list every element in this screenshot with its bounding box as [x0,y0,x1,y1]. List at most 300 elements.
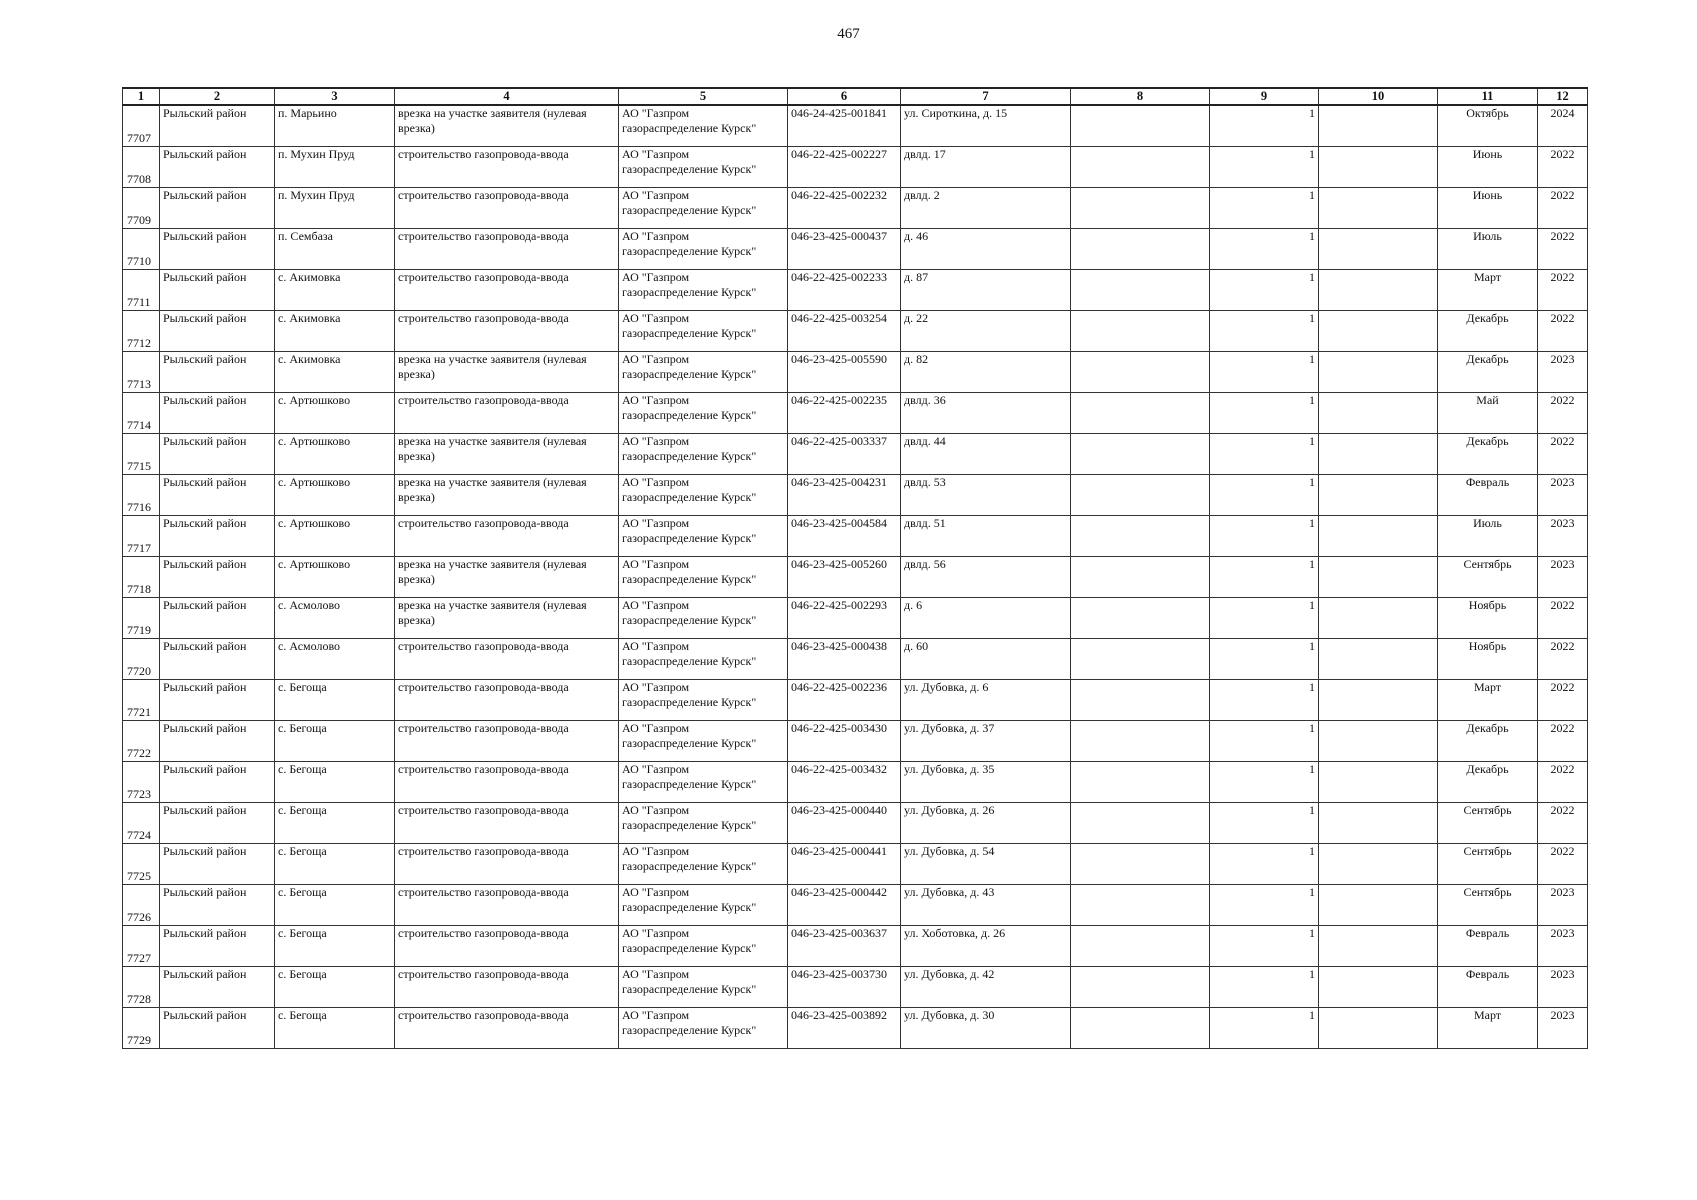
column-10-cell [1319,967,1438,1008]
settlement-cell: с. Бегоща [275,762,395,803]
month-cell: Сентябрь [1438,885,1538,926]
work-type-cell: строительство газопровода-ввода [395,926,619,967]
table-row [123,557,1588,598]
work-type-cell: строительство газопровода-ввода [395,680,619,721]
settlement-cell: п. Сембаза [275,229,395,270]
district-cell: Рыльский район [160,516,275,557]
district-cell: Рыльский район [160,680,275,721]
table-row [123,352,1588,393]
table-row [123,639,1588,680]
year-cell: 2022 [1538,434,1588,475]
year-cell: 2023 [1538,352,1588,393]
column-header: 2 [160,88,275,105]
application-code-cell: 046-22-425-002232 [788,188,901,229]
month-cell: Ноябрь [1438,639,1538,680]
settlement-cell: с. Артюшково [275,393,395,434]
application-code-cell: 046-22-425-002233 [788,270,901,311]
address-cell: д. 82 [901,352,1071,393]
table-body [123,105,1588,1049]
column-8-cell [1071,803,1210,844]
row-number-cell: 7711 [123,270,160,311]
column-header: 4 [395,88,619,105]
district-cell: Рыльский район [160,434,275,475]
year-cell: 2023 [1538,557,1588,598]
organization-cell: АО "Газпром газораспределение Курск" [619,311,788,352]
organization-cell: АО "Газпром газораспределение Курск" [619,105,788,147]
address-cell: д. 6 [901,598,1071,639]
column-10-cell [1319,352,1438,393]
year-cell: 2023 [1538,475,1588,516]
month-cell: Декабрь [1438,352,1538,393]
settlement-cell: с. Артюшково [275,475,395,516]
header-row [123,88,1588,105]
year-cell: 2022 [1538,680,1588,721]
year-cell: 2022 [1538,188,1588,229]
count-cell: 1 [1210,967,1319,1008]
year-cell: 2024 [1538,105,1588,147]
column-8-cell [1071,188,1210,229]
district-cell: Рыльский район [160,105,275,147]
count-cell: 1 [1210,598,1319,639]
table-row [123,393,1588,434]
district-cell: Рыльский район [160,270,275,311]
count-cell: 1 [1210,885,1319,926]
month-cell: Май [1438,393,1538,434]
organization-cell: АО "Газпром газораспределение Курск" [619,680,788,721]
organization-cell: АО "Газпром газораспределение Курск" [619,885,788,926]
address-cell: двлд. 44 [901,434,1071,475]
organization-cell: АО "Газпром газораспределение Курск" [619,270,788,311]
application-code-cell: 046-23-425-003730 [788,967,901,1008]
address-cell: ул. Дубовка, д. 26 [901,803,1071,844]
row-number-cell: 7710 [123,229,160,270]
year-cell: 2022 [1538,229,1588,270]
year-cell: 2022 [1538,803,1588,844]
month-cell: Февраль [1438,967,1538,1008]
table-row [123,105,1588,147]
district-cell: Рыльский район [160,557,275,598]
month-cell: Март [1438,1008,1538,1049]
application-code-cell: 046-22-425-002236 [788,680,901,721]
column-8-cell [1071,557,1210,598]
column-10-cell [1319,311,1438,352]
address-cell: ул. Дубовка, д. 43 [901,885,1071,926]
row-number-cell: 7712 [123,311,160,352]
year-cell: 2023 [1538,516,1588,557]
address-cell: двлд. 36 [901,393,1071,434]
organization-cell: АО "Газпром газораспределение Курск" [619,352,788,393]
address-cell: ул. Сироткина, д. 15 [901,105,1071,147]
year-cell: 2023 [1538,926,1588,967]
column-8-cell [1071,105,1210,147]
organization-cell: АО "Газпром газораспределение Курск" [619,147,788,188]
count-cell: 1 [1210,475,1319,516]
settlement-cell: с. Асмолово [275,598,395,639]
work-type-cell: врезка на участке заявителя (нулевая врезка) [395,557,619,598]
column-10-cell [1319,598,1438,639]
table-row [123,188,1588,229]
month-cell: Сентябрь [1438,557,1538,598]
address-cell: д. 60 [901,639,1071,680]
address-cell: ул. Дубовка, д. 54 [901,844,1071,885]
column-10-cell [1319,1008,1438,1049]
year-cell: 2022 [1538,639,1588,680]
count-cell: 1 [1210,680,1319,721]
count-cell: 1 [1210,557,1319,598]
district-cell: Рыльский район [160,885,275,926]
application-code-cell: 046-23-425-004584 [788,516,901,557]
organization-cell: АО "Газпром газораспределение Курск" [619,967,788,1008]
settlement-cell: п. Мухин Пруд [275,147,395,188]
column-10-cell [1319,926,1438,967]
table-row [123,885,1588,926]
row-number-cell: 7721 [123,680,160,721]
count-cell: 1 [1210,434,1319,475]
organization-cell: АО "Газпром газораспределение Курск" [619,598,788,639]
work-type-cell: строительство газопровода-ввода [395,762,619,803]
address-cell: ул. Дубовка, д. 35 [901,762,1071,803]
column-8-cell [1071,885,1210,926]
count-cell: 1 [1210,762,1319,803]
year-cell: 2022 [1538,598,1588,639]
district-cell: Рыльский район [160,926,275,967]
count-cell: 1 [1210,721,1319,762]
address-cell: двлд. 51 [901,516,1071,557]
work-type-cell: строительство газопровода-ввода [395,147,619,188]
column-10-cell [1319,434,1438,475]
row-number-cell: 7723 [123,762,160,803]
work-type-cell: строительство газопровода-ввода [395,967,619,1008]
row-number-cell: 7708 [123,147,160,188]
address-cell: д. 46 [901,229,1071,270]
year-cell: 2023 [1538,1008,1588,1049]
district-cell: Рыльский район [160,967,275,1008]
column-header: 8 [1071,88,1210,105]
register-table [122,87,1588,1049]
address-cell: двлд. 56 [901,557,1071,598]
count-cell: 1 [1210,270,1319,311]
work-type-cell: строительство газопровода-ввода [395,311,619,352]
district-cell: Рыльский район [160,475,275,516]
organization-cell: АО "Газпром газораспределение Курск" [619,434,788,475]
address-cell: ул. Дубовка, д. 37 [901,721,1071,762]
table-row [123,803,1588,844]
table-row [123,598,1588,639]
column-10-cell [1319,188,1438,229]
column-10-cell [1319,762,1438,803]
year-cell: 2023 [1538,885,1588,926]
row-number-cell: 7724 [123,803,160,844]
count-cell: 1 [1210,639,1319,680]
settlement-cell: с. Бегоща [275,803,395,844]
organization-cell: АО "Газпром газораспределение Курск" [619,639,788,680]
table-row [123,844,1588,885]
address-cell: двлд. 53 [901,475,1071,516]
district-cell: Рыльский район [160,721,275,762]
settlement-cell: п. Марьино [275,105,395,147]
year-cell: 2022 [1538,147,1588,188]
column-8-cell [1071,598,1210,639]
organization-cell: АО "Газпром газораспределение Курск" [619,516,788,557]
address-cell: двлд. 2 [901,188,1071,229]
district-cell: Рыльский район [160,803,275,844]
count-cell: 1 [1210,393,1319,434]
district-cell: Рыльский район [160,311,275,352]
column-10-cell [1319,680,1438,721]
year-cell: 2022 [1538,311,1588,352]
column-8-cell [1071,475,1210,516]
settlement-cell: с. Бегоща [275,926,395,967]
column-header: 11 [1438,88,1538,105]
settlement-cell: с. Артюшково [275,557,395,598]
district-cell: Рыльский район [160,639,275,680]
month-cell: Сентябрь [1438,803,1538,844]
table-row [123,475,1588,516]
month-cell: Декабрь [1438,721,1538,762]
organization-cell: АО "Газпром газораспределение Курск" [619,844,788,885]
work-type-cell: врезка на участке заявителя (нулевая врезка) [395,352,619,393]
column-10-cell [1319,147,1438,188]
work-type-cell: строительство газопровода-ввода [395,844,619,885]
row-number-cell: 7722 [123,721,160,762]
column-8-cell [1071,311,1210,352]
count-cell: 1 [1210,352,1319,393]
month-cell: Июль [1438,516,1538,557]
work-type-cell: строительство газопровода-ввода [395,229,619,270]
count-cell: 1 [1210,147,1319,188]
month-cell: Июль [1438,229,1538,270]
table-row [123,680,1588,721]
application-code-cell: 046-22-425-002227 [788,147,901,188]
column-header: 3 [275,88,395,105]
application-code-cell: 046-23-425-005590 [788,352,901,393]
application-code-cell: 046-22-425-003254 [788,311,901,352]
settlement-cell: с. Бегоща [275,680,395,721]
row-number-cell: 7707 [123,105,160,147]
month-cell: Декабрь [1438,434,1538,475]
organization-cell: АО "Газпром газораспределение Курск" [619,926,788,967]
table-row [123,270,1588,311]
year-cell: 2023 [1538,967,1588,1008]
count-cell: 1 [1210,188,1319,229]
work-type-cell: строительство газопровода-ввода [395,516,619,557]
column-8-cell [1071,393,1210,434]
settlement-cell: с. Артюшково [275,516,395,557]
row-number-cell: 7718 [123,557,160,598]
column-header: 6 [788,88,901,105]
column-10-cell [1319,803,1438,844]
application-code-cell: 046-23-425-003892 [788,1008,901,1049]
year-cell: 2022 [1538,721,1588,762]
column-10-cell [1319,557,1438,598]
month-cell: Февраль [1438,475,1538,516]
count-cell: 1 [1210,311,1319,352]
organization-cell: АО "Газпром газораспределение Курск" [619,475,788,516]
settlement-cell: с. Асмолово [275,639,395,680]
month-cell: Март [1438,270,1538,311]
organization-cell: АО "Газпром газораспределение Курск" [619,1008,788,1049]
application-code-cell: 046-23-425-000438 [788,639,901,680]
district-cell: Рыльский район [160,1008,275,1049]
column-8-cell [1071,434,1210,475]
organization-cell: АО "Газпром газораспределение Курск" [619,762,788,803]
column-header: 9 [1210,88,1319,105]
address-cell: ул. Дубовка, д. 6 [901,680,1071,721]
column-8-cell [1071,721,1210,762]
organization-cell: АО "Газпром газораспределение Курск" [619,393,788,434]
column-8-cell [1071,762,1210,803]
column-8-cell [1071,844,1210,885]
count-cell: 1 [1210,105,1319,147]
column-8-cell [1071,967,1210,1008]
district-cell: Рыльский район [160,393,275,434]
row-number-cell: 7717 [123,516,160,557]
row-number-cell: 7726 [123,885,160,926]
year-cell: 2022 [1538,844,1588,885]
column-10-cell [1319,475,1438,516]
organization-cell: АО "Газпром газораспределение Курск" [619,557,788,598]
application-code-cell: 046-22-425-003337 [788,434,901,475]
month-cell: Сентябрь [1438,844,1538,885]
table-row [123,516,1588,557]
district-cell: Рыльский район [160,598,275,639]
column-10-cell [1319,270,1438,311]
table-row [123,967,1588,1008]
work-type-cell: строительство газопровода-ввода [395,1008,619,1049]
application-code-cell: 046-23-425-000441 [788,844,901,885]
settlement-cell: с. Бегоща [275,844,395,885]
table-row [123,721,1588,762]
row-number-cell: 7727 [123,926,160,967]
column-10-cell [1319,393,1438,434]
column-8-cell [1071,229,1210,270]
row-number-cell: 7709 [123,188,160,229]
work-type-cell: врезка на участке заявителя (нулевая врезка) [395,475,619,516]
month-cell: Июнь [1438,147,1538,188]
month-cell: Декабрь [1438,311,1538,352]
work-type-cell: строительство газопровода-ввода [395,639,619,680]
district-cell: Рыльский район [160,188,275,229]
column-10-cell [1319,516,1438,557]
column-header: 12 [1538,88,1588,105]
application-code-cell: 046-23-425-003637 [788,926,901,967]
district-cell: Рыльский район [160,762,275,803]
settlement-cell: с. Бегоща [275,967,395,1008]
row-number-cell: 7719 [123,598,160,639]
table-row [123,229,1588,270]
column-10-cell [1319,639,1438,680]
table-row [123,926,1588,967]
settlement-cell: с. Артюшково [275,434,395,475]
table-row [123,1008,1588,1049]
application-code-cell: 046-24-425-001841 [788,105,901,147]
row-number-cell: 7720 [123,639,160,680]
month-cell: Ноябрь [1438,598,1538,639]
month-cell: Март [1438,680,1538,721]
count-cell: 1 [1210,803,1319,844]
address-cell: двлд. 17 [901,147,1071,188]
settlement-cell: с. Акимовка [275,352,395,393]
district-cell: Рыльский район [160,844,275,885]
column-8-cell [1071,926,1210,967]
count-cell: 1 [1210,926,1319,967]
organization-cell: АО "Газпром газораспределение Курск" [619,721,788,762]
district-cell: Рыльский район [160,147,275,188]
month-cell: Февраль [1438,926,1538,967]
application-code-cell: 046-23-425-000442 [788,885,901,926]
work-type-cell: строительство газопровода-ввода [395,885,619,926]
year-cell: 2022 [1538,270,1588,311]
column-8-cell [1071,1008,1210,1049]
work-type-cell: врезка на участке заявителя (нулевая врезка) [395,105,619,147]
column-8-cell [1071,352,1210,393]
settlement-cell: с. Акимовка [275,270,395,311]
table-row [123,434,1588,475]
column-header: 10 [1319,88,1438,105]
count-cell: 1 [1210,844,1319,885]
row-number-cell: 7725 [123,844,160,885]
organization-cell: АО "Газпром газораспределение Курск" [619,803,788,844]
address-cell: ул. Дубовка, д. 42 [901,967,1071,1008]
column-10-cell [1319,229,1438,270]
address-cell: д. 22 [901,311,1071,352]
settlement-cell: с. Бегоща [275,885,395,926]
address-cell: д. 87 [901,270,1071,311]
settlement-cell: с. Бегоща [275,721,395,762]
row-number-cell: 7715 [123,434,160,475]
district-cell: Рыльский район [160,229,275,270]
work-type-cell: строительство газопровода-ввода [395,188,619,229]
row-number-cell: 7716 [123,475,160,516]
column-8-cell [1071,270,1210,311]
row-number-cell: 7714 [123,393,160,434]
work-type-cell: врезка на участке заявителя (нулевая врезка) [395,598,619,639]
count-cell: 1 [1210,1008,1319,1049]
address-cell: ул. Хоботовка, д. 26 [901,926,1071,967]
work-type-cell: строительство газопровода-ввода [395,803,619,844]
application-code-cell: 046-23-425-000437 [788,229,901,270]
application-code-cell: 046-23-425-005260 [788,557,901,598]
column-8-cell [1071,516,1210,557]
settlement-cell: с. Бегоща [275,1008,395,1049]
year-cell: 2022 [1538,393,1588,434]
organization-cell: АО "Газпром газораспределение Курск" [619,188,788,229]
column-header: 7 [901,88,1071,105]
work-type-cell: строительство газопровода-ввода [395,393,619,434]
district-cell: Рыльский район [160,352,275,393]
column-8-cell [1071,639,1210,680]
month-cell: Октябрь [1438,105,1538,147]
organization-cell: АО "Газпром газораспределение Курск" [619,229,788,270]
year-cell: 2022 [1538,762,1588,803]
application-code-cell: 046-22-425-003432 [788,762,901,803]
table-row [123,147,1588,188]
address-cell: ул. Дубовка, д. 30 [901,1008,1071,1049]
count-cell: 1 [1210,516,1319,557]
work-type-cell: строительство газопровода-ввода [395,721,619,762]
table-row [123,762,1588,803]
page-number: 467 [837,26,860,42]
count-cell: 1 [1210,229,1319,270]
application-code-cell: 046-22-425-002235 [788,393,901,434]
column-10-cell [1319,844,1438,885]
application-code-cell: 046-23-425-000440 [788,803,901,844]
column-10-cell [1319,105,1438,147]
column-8-cell [1071,147,1210,188]
work-type-cell: врезка на участке заявителя (нулевая врезка) [395,434,619,475]
column-10-cell [1319,885,1438,926]
settlement-cell: п. Мухин Пруд [275,188,395,229]
